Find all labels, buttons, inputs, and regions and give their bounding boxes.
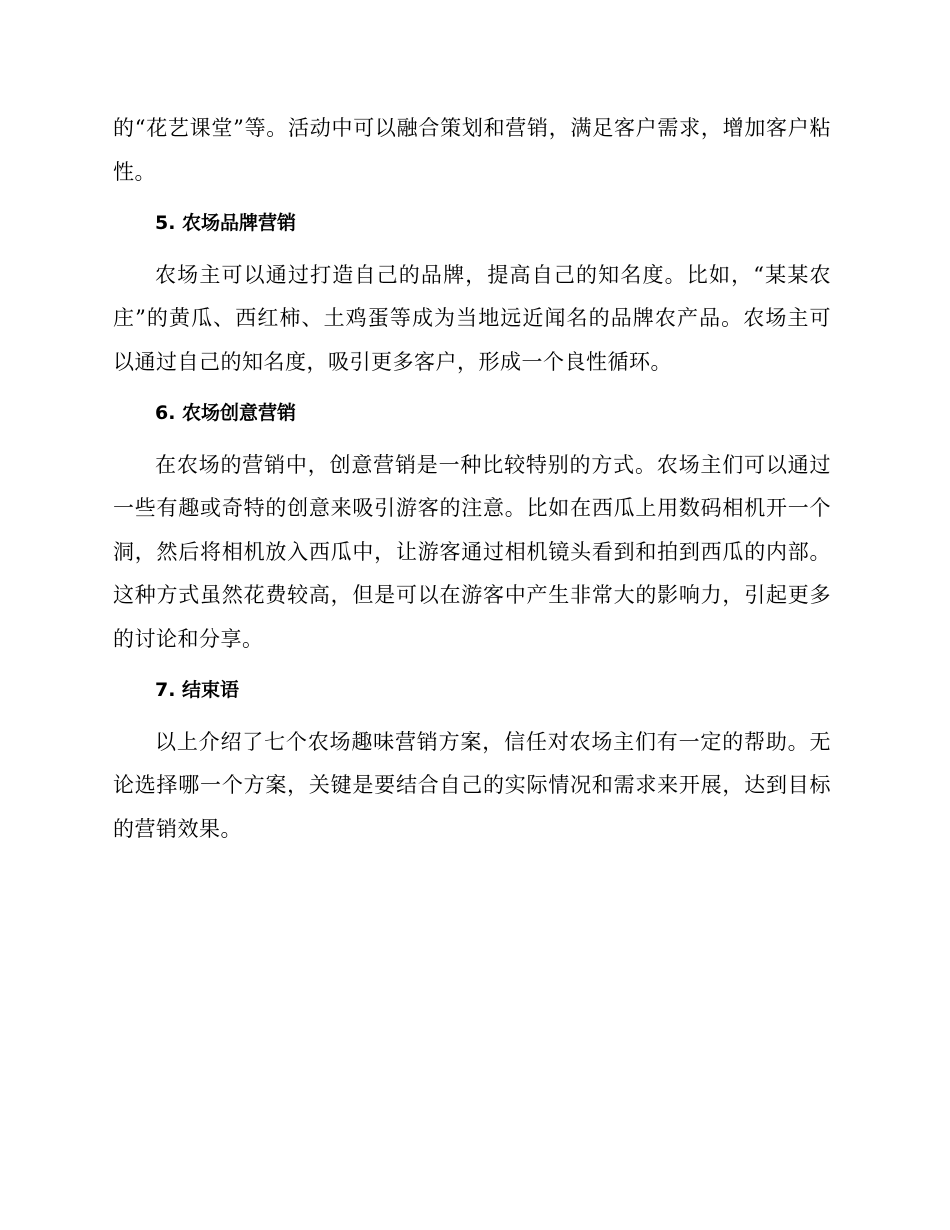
- section-heading: 7. 结束语: [155, 679, 240, 701]
- section-heading: 6. 农场创意营销: [155, 402, 297, 424]
- document-page: [113, 107, 831, 851]
- section-paragraph: 农场主可以通过打造自己的品牌，提高自己的知名度。比如，“某某农庄”的黄瓜、西红柿、土鸡蛋等成为当地远近闻名的品牌农产品。农场主可以通过自己的知名度，吸引更多客户，形成一个良性循环。: [113, 262, 831, 374]
- section-paragraph: 以上介绍了七个农场趣味营销方案，信任对农场主们有一定的帮助。无论选择哪一个方案，关键是要结合自己的实际情况和需求来开展，达到目标的营销效果。: [113, 729, 831, 841]
- section-creative-marketing: [113, 392, 831, 661]
- section-conclusion: [113, 669, 831, 851]
- section-paragraph: 在农场的营销中，创意营销是一种比较特别的方式。农场主们可以通过一些有趣或奇特的创意来吸引游客的注意。比如在西瓜上用数码相机开一个洞，然后将相机放入西瓜中，让游客通过相机镜头看到和拍到西瓜的内部。这种方式虽然花费较高，但是可以在游客中产生非常大的影响力，引起更多的讨论和分享。: [113, 452, 831, 651]
- section-brand-marketing: [113, 202, 831, 384]
- intro-paragraph: 的“花艺课堂”等。活动中可以融合策划和营销，满足客户需求，增加客户粘性。: [113, 116, 831, 184]
- section-heading: 5. 农场品牌营销: [155, 212, 297, 234]
